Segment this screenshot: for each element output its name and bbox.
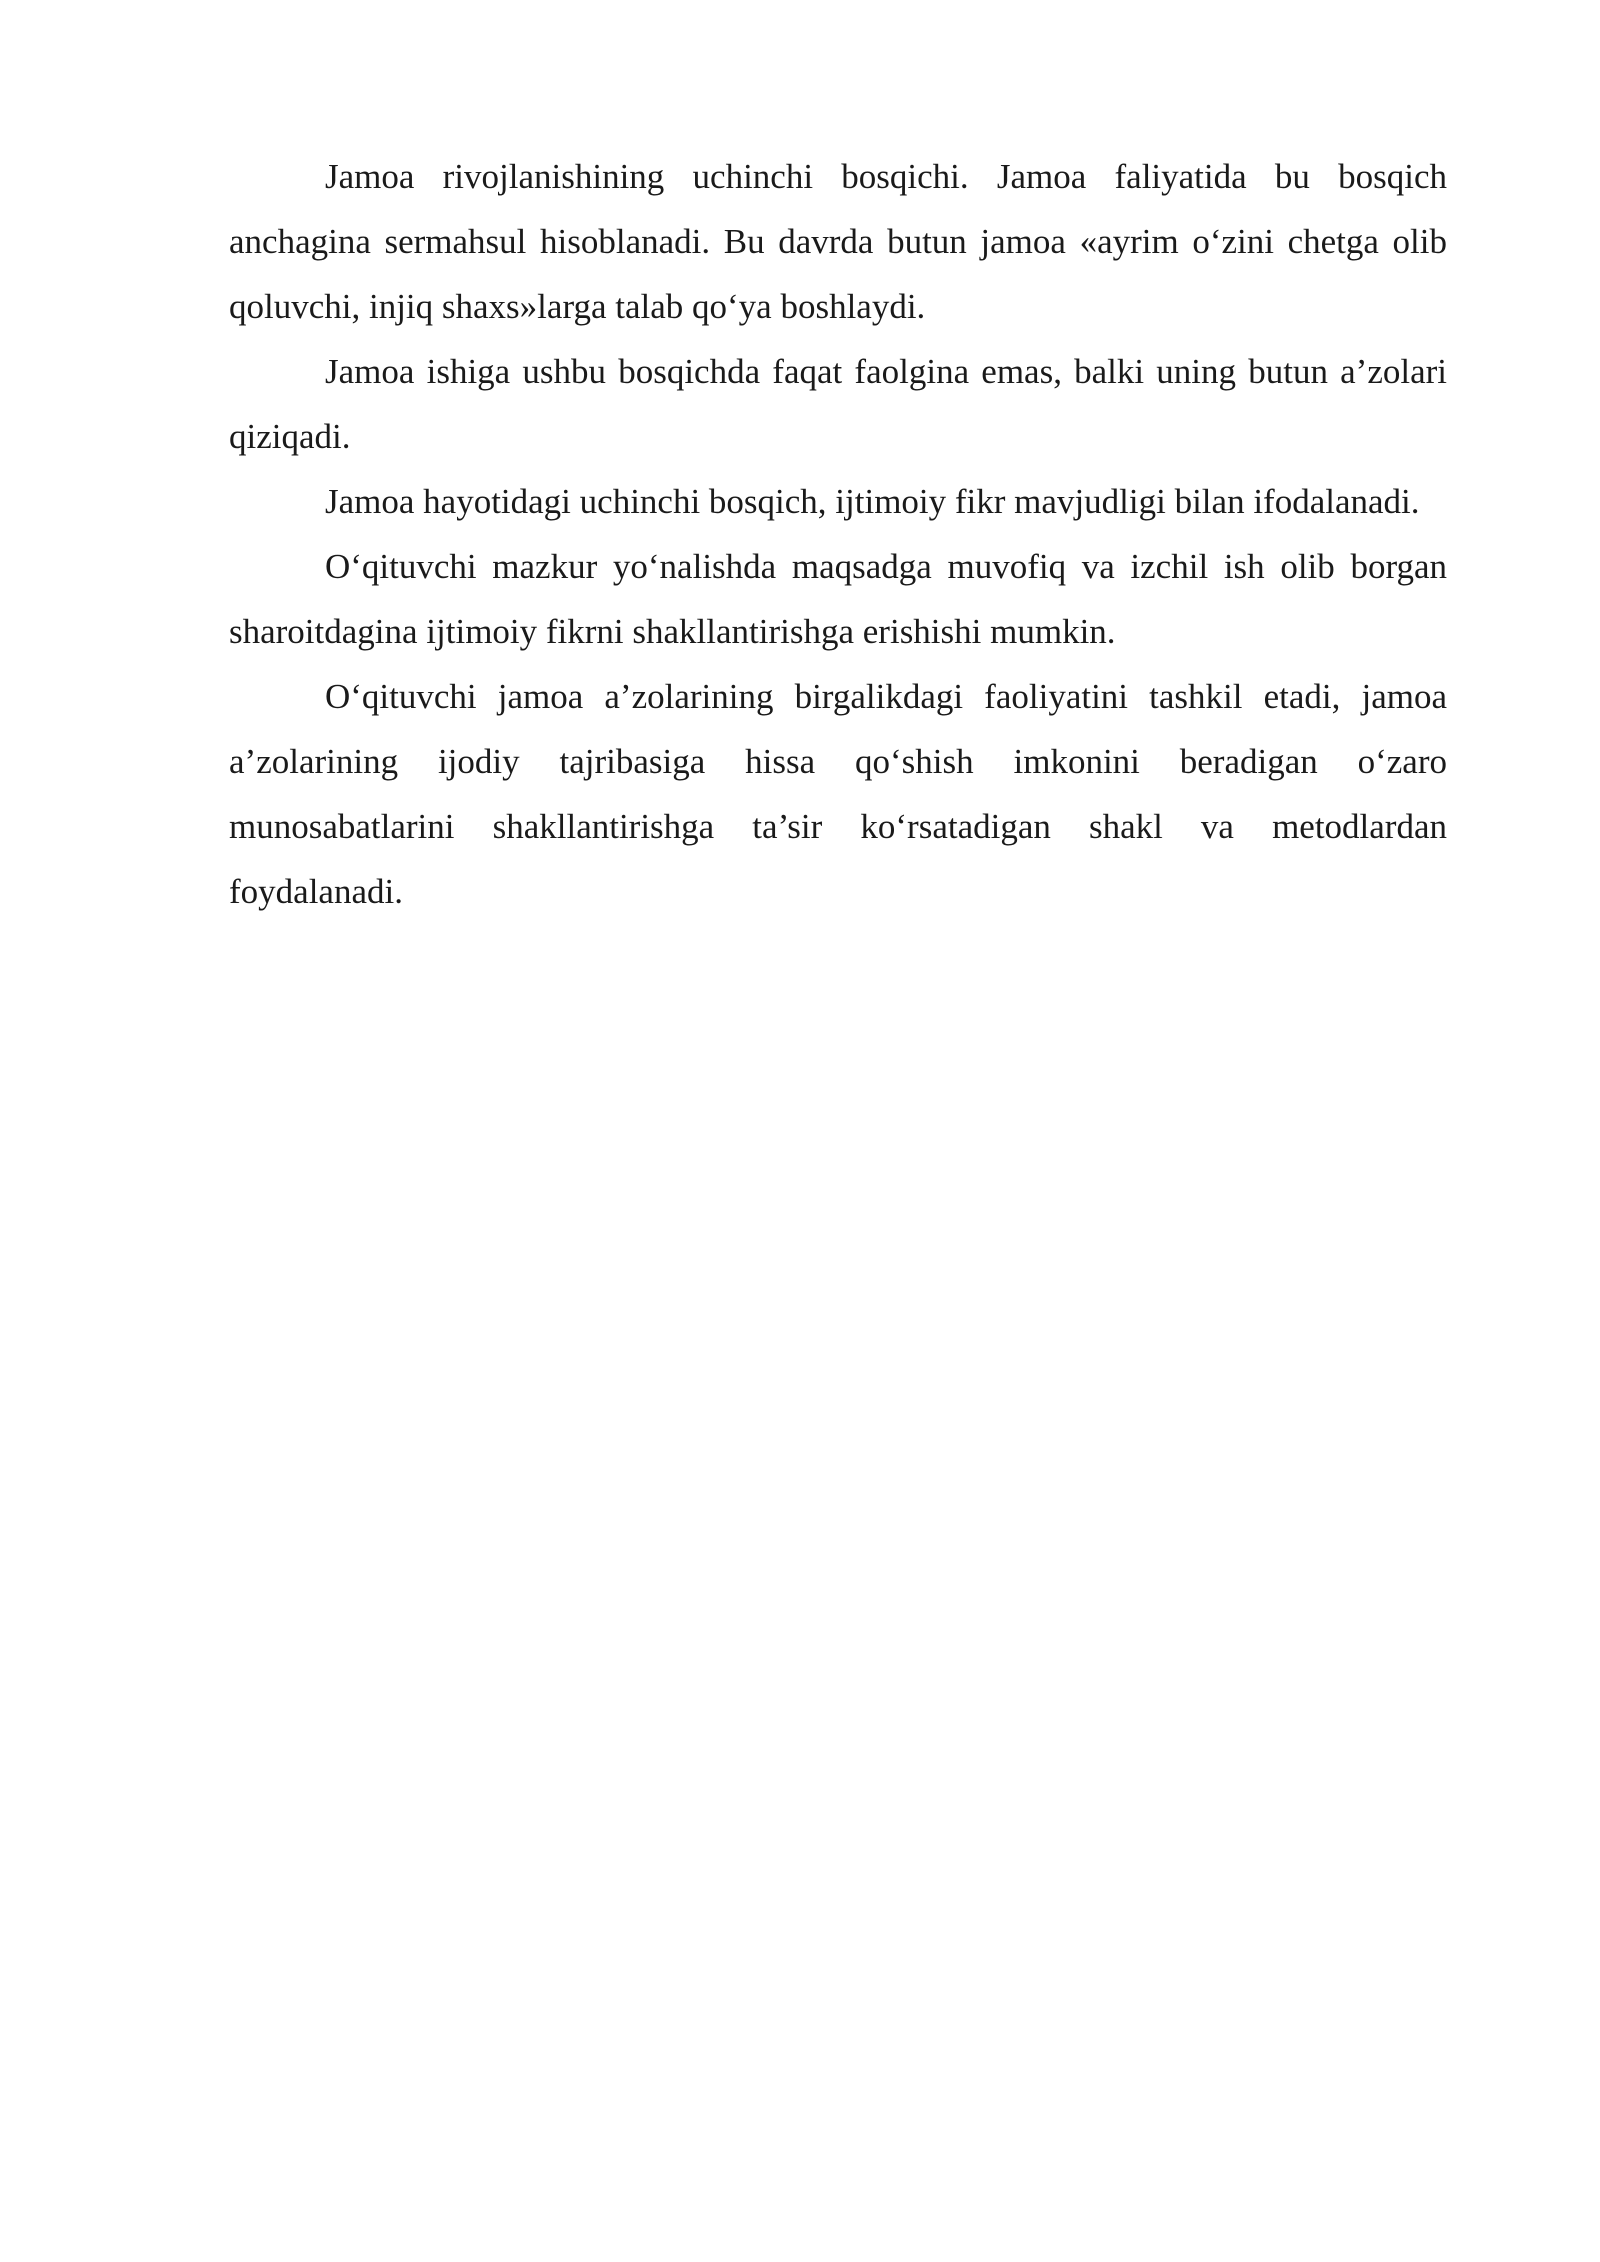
paragraph-3: Jamoa hayotidagi uchinchi bosqich, ijtimoiy fikr mavjudligi bilan ifodalanadi. bbox=[325, 482, 1420, 521]
paragraph-4: O‘qituvchi mazkur yo‘nalishda maqsadga muvofiq va izchil ish olib borgan sharoitdagina ijtimoiy fikrni shakllantirishga erishishi mumkin. bbox=[229, 547, 1447, 651]
paragraph-1: Jamoa rivojlanishining uchinchi bosqichi. Jamoa faliyatida bu bosqich anchagina sermahsul hisoblanadi. Bu davrda butun jamoa «ayrim o‘zini chetga olib qoluvchi, injiq shaxs»larga talab qo‘ya boshlaydi. bbox=[229, 157, 1447, 326]
document-body bbox=[229, 144, 1447, 924]
paragraph-2: Jamoa ishiga ushbu bosqichda faqat faolgina emas, balki uning butun a’zolari qiziqadi. bbox=[229, 352, 1447, 456]
paragraph-5: O‘qituvchi jamoa a’zolarining birgalikdagi faoliyatini tashkil etadi, jamoa a’zolarining ijodiy tajribasiga hissa qo‘shish imkonini beradigan o‘zaro munosabatlarini shakllantirishga ta’sir ko‘rsatadigan shakl va metodlardan foydalanadi. bbox=[229, 677, 1447, 911]
